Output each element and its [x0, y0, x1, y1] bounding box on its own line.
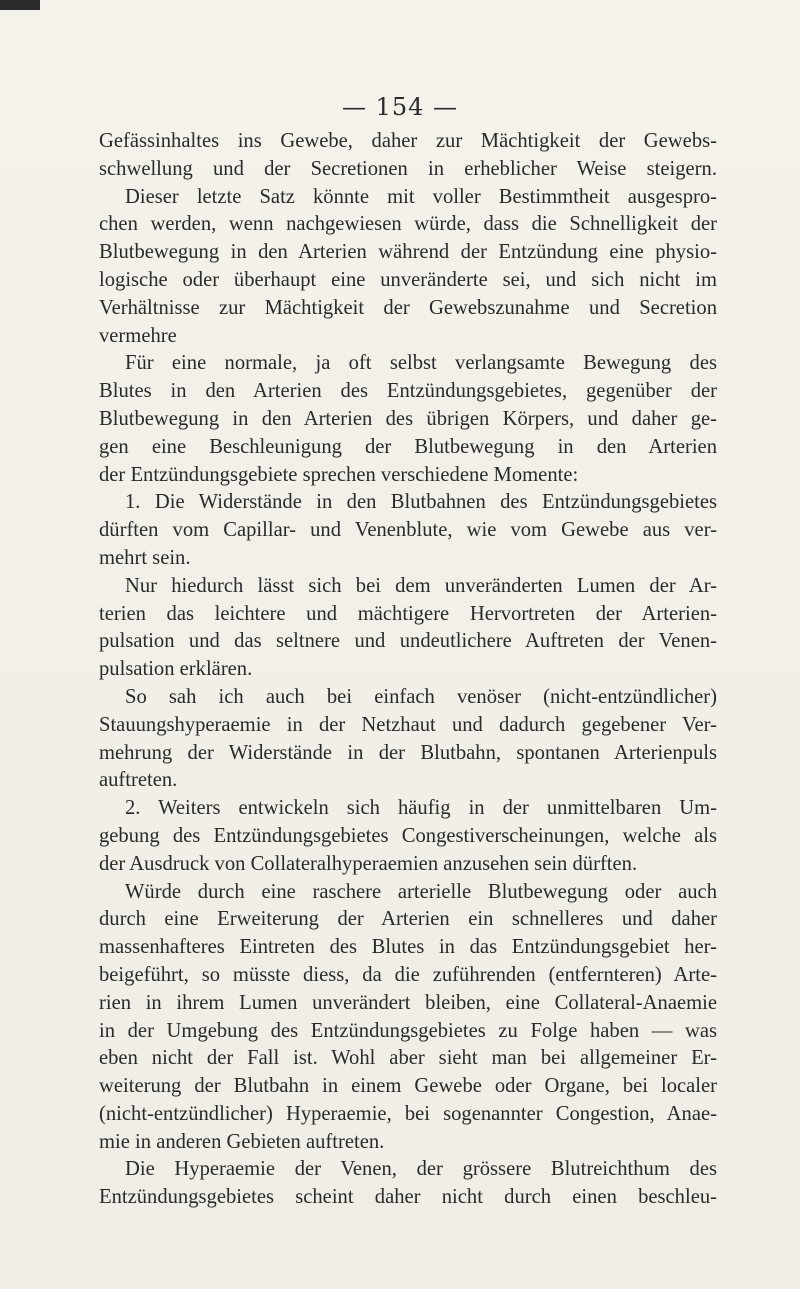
text-line: beigeführt, so müsste diess, da die zuführenden (entfernteren) Arte- [99, 963, 717, 986]
text-line: Die Hyperaemie der Venen, der grössere Blutreichthum des [125, 1158, 717, 1181]
text-line: durch eine Erweiterung der Arterien ein schnelleres und daher [99, 908, 717, 931]
text-line: Blutes in den Arterien des Entzündungsgebietes, gegenüber der [99, 380, 717, 403]
text-line: vermehre [99, 324, 177, 347]
text-line: eben nicht der Fall ist. Wohl aber sieht man bei allgemeiner Er- [99, 1047, 717, 1070]
text-line: Würde durch eine raschere arterielle Blutbewegung oder auch [125, 880, 717, 903]
text-line: (nicht-entzündlicher) Hyperaemie, bei sogenannter Congestion, Anae- [99, 1102, 717, 1125]
text-line: terien das leichtere und mächtigere Hervortreten der Arterien- [99, 602, 717, 625]
text-line: Stauungshyperaemie in der Netzhaut und dadurch gegebener Ver- [99, 713, 717, 736]
text-line: Blutbewegung in den Arterien während der Entzündung eine physio- [99, 241, 717, 264]
text-line: chen werden, wenn nachgewiesen würde, dass die Schnelligkeit der [99, 213, 717, 236]
text-line: schwellung und der Secretionen in erheblicher Weise steigern. [99, 157, 717, 180]
text-line: Gefässinhaltes ins Gewebe, daher zur Mächtigkeit der Gewebs- [99, 130, 717, 152]
text-line: mehrt sein. [99, 546, 191, 569]
text-line: gen eine Beschleunigung der Blutbewegung in den Arterien [99, 435, 717, 458]
text-line: pulsation erklären. [99, 658, 253, 681]
text-line: rien in ihrem Lumen unverändert bleiben, eine Collateral-Anaemie [99, 991, 717, 1014]
text-line: weiterung der Blutbahn in einem Gewebe oder Organe, bei localer [99, 1075, 717, 1098]
text-line: Für eine normale, ja oft selbst verlangsamte Bewegung des [125, 352, 717, 375]
text-line: pulsation und das seltnere und undeutlichere Auftreten der Venen- [99, 630, 717, 653]
text-line: Verhältnisse zur Mächtigkeit der Gewebszunahme und Secretion [99, 296, 717, 319]
text-line: mehrung der Widerstände in der Blutbahn, spontanen Arterienpuls [99, 741, 717, 764]
body-text [99, 128, 717, 1212]
text-line: 2. Weiters entwickeln sich häufig in der unmittelbaren Um- [125, 797, 717, 820]
text-line: So sah ich auch bei einfach venöser (nicht-entzündlicher) [125, 685, 717, 708]
text-line: in der Umgebung des Entzündungsgebietes zu Folge haben — was [99, 1019, 717, 1042]
text-line: Entzündungsgebietes scheint daher nicht durch einen beschleu- [99, 1186, 717, 1209]
scan-edge-mark [0, 0, 40, 10]
text-line: Dieser letzte Satz könnte mit voller Bestimmtheit ausgespro- [125, 185, 717, 208]
page-number: — 154 — [341, 93, 459, 121]
text-line: der Ausdruck von Collateralhyperaemien anzusehen sein dürften. [99, 852, 638, 875]
text-line: gebung des Entzündungsgebietes Congestiverscheinungen, welche als [99, 824, 717, 847]
text-line: Blutbewegung in den Arterien des übrigen Körpers, und daher ge- [99, 407, 717, 430]
text-line: auftreten. [99, 769, 178, 792]
text-line: logische oder überhaupt eine unveränderte sei, und sich nicht im [99, 268, 717, 291]
text-line: dürften vom Capillar- und Venenblute, wie vom Gewebe aus ver- [99, 519, 717, 542]
text-line: mie in anderen Gebieten auftreten. [99, 1130, 385, 1153]
text-line: 1. Die Widerstände in den Blutbahnen des Entzündungsgebietes [125, 491, 717, 514]
text-line: massenhafteres Eintreten des Blutes in das Entzündungsgebiet her- [99, 936, 717, 959]
text-line: der Entzündungsgebiete sprechen verschiedene Momente: [99, 463, 579, 486]
text-line: Nur hiedurch lässt sich bei dem unveränderten Lumen der Ar- [125, 574, 717, 597]
